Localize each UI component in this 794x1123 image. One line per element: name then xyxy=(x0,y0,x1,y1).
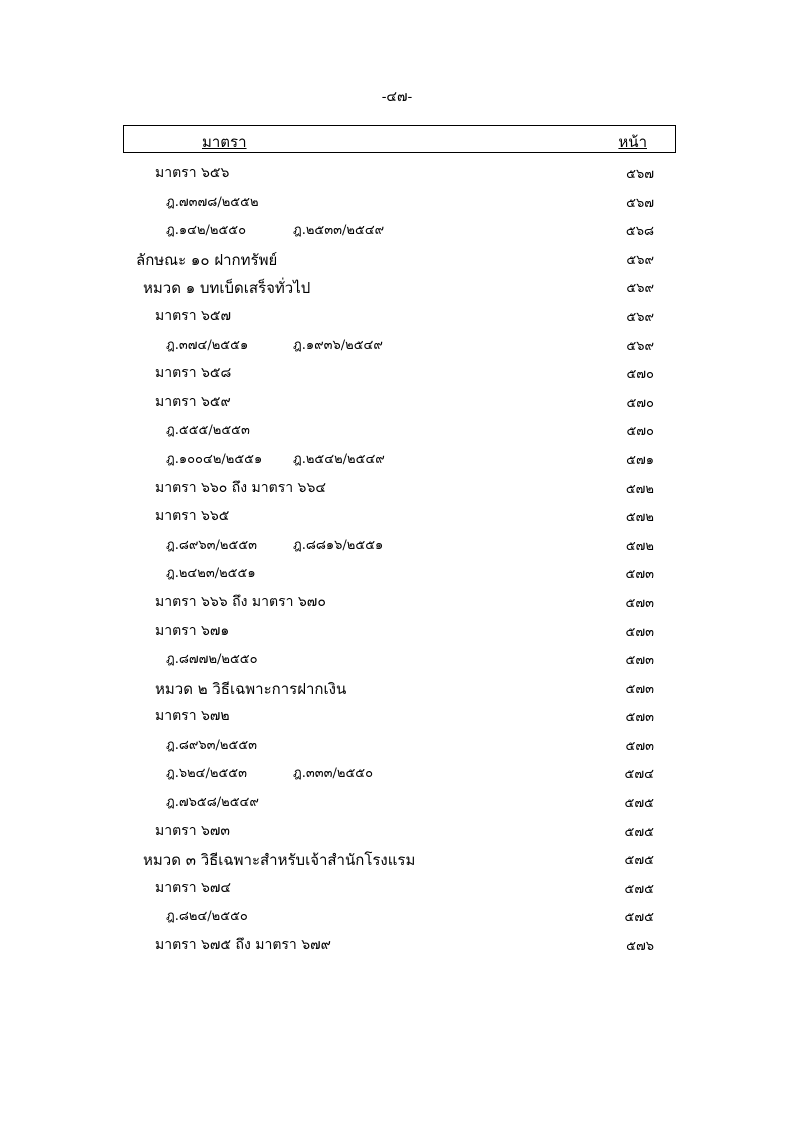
toc-entry-label: ฎ.๘๒๔/๒๕๕๐ xyxy=(166,909,248,925)
toc-entry-label-secondary: ฎ.๒๕๓๓/๒๕๔๙ xyxy=(293,223,385,239)
column-header-section: มาตรา xyxy=(202,133,247,151)
toc-entry-page: ๕๗๐ xyxy=(626,367,654,383)
toc-entry-label: มาตรา ๖๕๖ xyxy=(155,165,230,181)
toc-entry-chapter xyxy=(0,272,794,301)
toc-entry-page: ๕๖๗ xyxy=(626,195,654,211)
toc-entry-page: ๕๖๙ xyxy=(626,252,654,268)
toc-entry-case xyxy=(0,415,794,444)
page-number: -๔๗- xyxy=(381,89,413,105)
toc-entry-page: ๕๗๐ xyxy=(626,395,654,411)
table-header xyxy=(123,125,676,153)
toc-entry-label: ฎ.๘๙๖๓/๒๕๕๓ xyxy=(166,737,258,753)
toc-entry-label: ลักษณะ ๑๐ ฝากทรัพย์ xyxy=(136,250,278,269)
toc-entry-case xyxy=(0,215,794,244)
toc-entry-page: ๕๗๓ xyxy=(625,738,654,754)
toc-entry-section xyxy=(0,358,794,387)
toc-entry-section xyxy=(0,616,794,645)
toc-entry-page: ๕๖๙ xyxy=(626,281,654,297)
toc-entry-label: มาตรา ๖๕๙ xyxy=(155,393,231,410)
toc-entry-label-secondary: ฎ.๘๘๑๖/๒๕๕๑ xyxy=(293,537,384,553)
toc-entry-page: ๕๗๒ xyxy=(625,481,654,497)
toc-entry-case xyxy=(0,787,794,816)
toc-entry-section xyxy=(0,301,794,330)
toc-entry-page: ๕๗๒ xyxy=(625,510,654,526)
toc-entry-section xyxy=(0,873,794,902)
column-header-page: หน้า xyxy=(618,133,647,151)
toc-entry-label: หมวด ๓ วิธีเฉพาะสำหรับเจ้าสำนักโรงแรม xyxy=(143,851,416,870)
toc-entry-page: ๕๗๓ xyxy=(625,567,654,583)
toc-entry-page: ๕๗๕ xyxy=(624,824,654,840)
toc-entry-case xyxy=(0,530,794,559)
toc-entry-label: ฎ.๑๔๒/๒๕๕๐ xyxy=(166,223,247,239)
toc-entry-page: ๕๖๙ xyxy=(626,338,654,354)
toc-entry-label: มาตรา ๖๗๓ xyxy=(155,822,230,839)
toc-entry-label: มาตรา ๖๕๘ xyxy=(155,365,232,382)
toc-entry-label: หมวด ๑ บทเบ็ดเสร็จทั่วไป xyxy=(143,279,311,298)
toc-entry-page: ๕๗๓ xyxy=(625,595,654,611)
toc-entry-label: ฎ.๘๗๗๒/๒๕๕๐ xyxy=(166,652,258,668)
toc-entry-page: ๕๗๕ xyxy=(624,853,654,869)
toc-entry-case xyxy=(0,558,794,587)
toc-entry-section xyxy=(0,816,794,845)
toc-entry-label: ฎ.๒๔๒๓/๒๕๕๑ xyxy=(166,566,256,582)
toc-entry-section xyxy=(0,587,794,616)
toc-entry-label: ฎ.๖๒๔/๒๕๕๓ xyxy=(166,766,248,782)
toc-entry-label: ฎ.๓๗๔/๒๕๕๑ xyxy=(166,337,249,353)
toc-entry-chapter-b xyxy=(0,673,794,702)
toc-entry-section xyxy=(0,501,794,530)
toc-list xyxy=(0,158,794,959)
toc-entry-section xyxy=(0,158,794,187)
toc-entry-label-secondary: ฎ.๒๕๔๒/๒๕๔๙ xyxy=(293,451,385,467)
toc-entry-title xyxy=(0,244,794,273)
toc-entry-case xyxy=(0,901,794,930)
toc-entry-page: ๕๗๕ xyxy=(624,796,654,812)
toc-entry-label: มาตรา ๖๗๕ ถึง มาตรา ๖๗๙ xyxy=(155,937,331,954)
toc-entry-label: ฎ.๘๙๖๓/๒๕๕๓ xyxy=(166,537,258,553)
toc-entry-label: ฎ.๕๕๕/๒๕๕๓ xyxy=(166,423,250,439)
toc-entry-page: ๕๗๓ xyxy=(625,624,654,640)
toc-entry-section xyxy=(0,930,794,959)
toc-entry-chapter xyxy=(0,844,794,873)
toc-entry-case xyxy=(0,330,794,359)
toc-entry-label-secondary: ฎ.๑๙๓๖/๒๕๔๙ xyxy=(293,337,383,353)
toc-entry-page: ๕๗๒ xyxy=(625,538,654,554)
toc-entry-page: ๕๖๙ xyxy=(626,309,654,325)
toc-entry-label: มาตรา ๖๗๒ xyxy=(155,708,230,725)
toc-entry-label: ฎ.๑๐๐๔๒/๒๕๕๑ xyxy=(166,451,263,467)
toc-entry-page: ๕๗๕ xyxy=(624,910,654,926)
toc-entry-section xyxy=(0,473,794,502)
toc-entry-section xyxy=(0,701,794,730)
toc-entry-label: มาตรา ๖๗๔ xyxy=(155,879,232,896)
toc-entry-label: หมวด ๒ วิธีเฉพาะการฝากเงิน xyxy=(155,679,347,698)
toc-entry-page: ๕๗๔ xyxy=(624,767,654,783)
toc-entry-case xyxy=(0,644,794,673)
toc-entry-page: ๕๗๖ xyxy=(626,939,654,955)
toc-entry-label: มาตรา ๖๖๐ ถึง มาตรา ๖๖๔ xyxy=(155,479,326,496)
toc-entry-page: ๕๗๕ xyxy=(624,881,654,897)
toc-entry-label: ฎ.๗๓๗๘/๒๕๕๒ xyxy=(166,194,259,210)
toc-entry-label: ฎ.๗๖๕๘/๒๕๔๙ xyxy=(166,795,259,811)
toc-entry-section xyxy=(0,387,794,416)
toc-entry-page: ๕๗๐ xyxy=(626,424,654,440)
toc-entry-case xyxy=(0,444,794,473)
toc-entry-label-secondary: ฎ.๓๓๓/๒๕๕๐ xyxy=(293,766,374,782)
toc-entry-page: ๕๗๓ xyxy=(625,653,654,669)
toc-entry-page: ๕๗๓ xyxy=(625,681,654,697)
toc-entry-label: มาตรา ๖๖๖ ถึง มาตรา ๖๗๐ xyxy=(155,593,326,610)
toc-entry-case xyxy=(0,187,794,216)
toc-entry-label: มาตรา ๖๗๑ xyxy=(155,622,230,639)
toc-entry-page: ๕๗๑ xyxy=(626,452,654,468)
toc-entry-case xyxy=(0,730,794,759)
toc-entry-page: ๕๖๘ xyxy=(625,224,654,240)
toc-entry-page: ๕๖๗ xyxy=(626,167,654,182)
toc-entry-case xyxy=(0,758,794,787)
toc-entry-page: ๕๗๓ xyxy=(625,710,654,726)
toc-entry-label: มาตรา ๖๕๗ xyxy=(155,307,232,324)
toc-entry-label: มาตรา ๖๖๕ xyxy=(155,508,230,525)
